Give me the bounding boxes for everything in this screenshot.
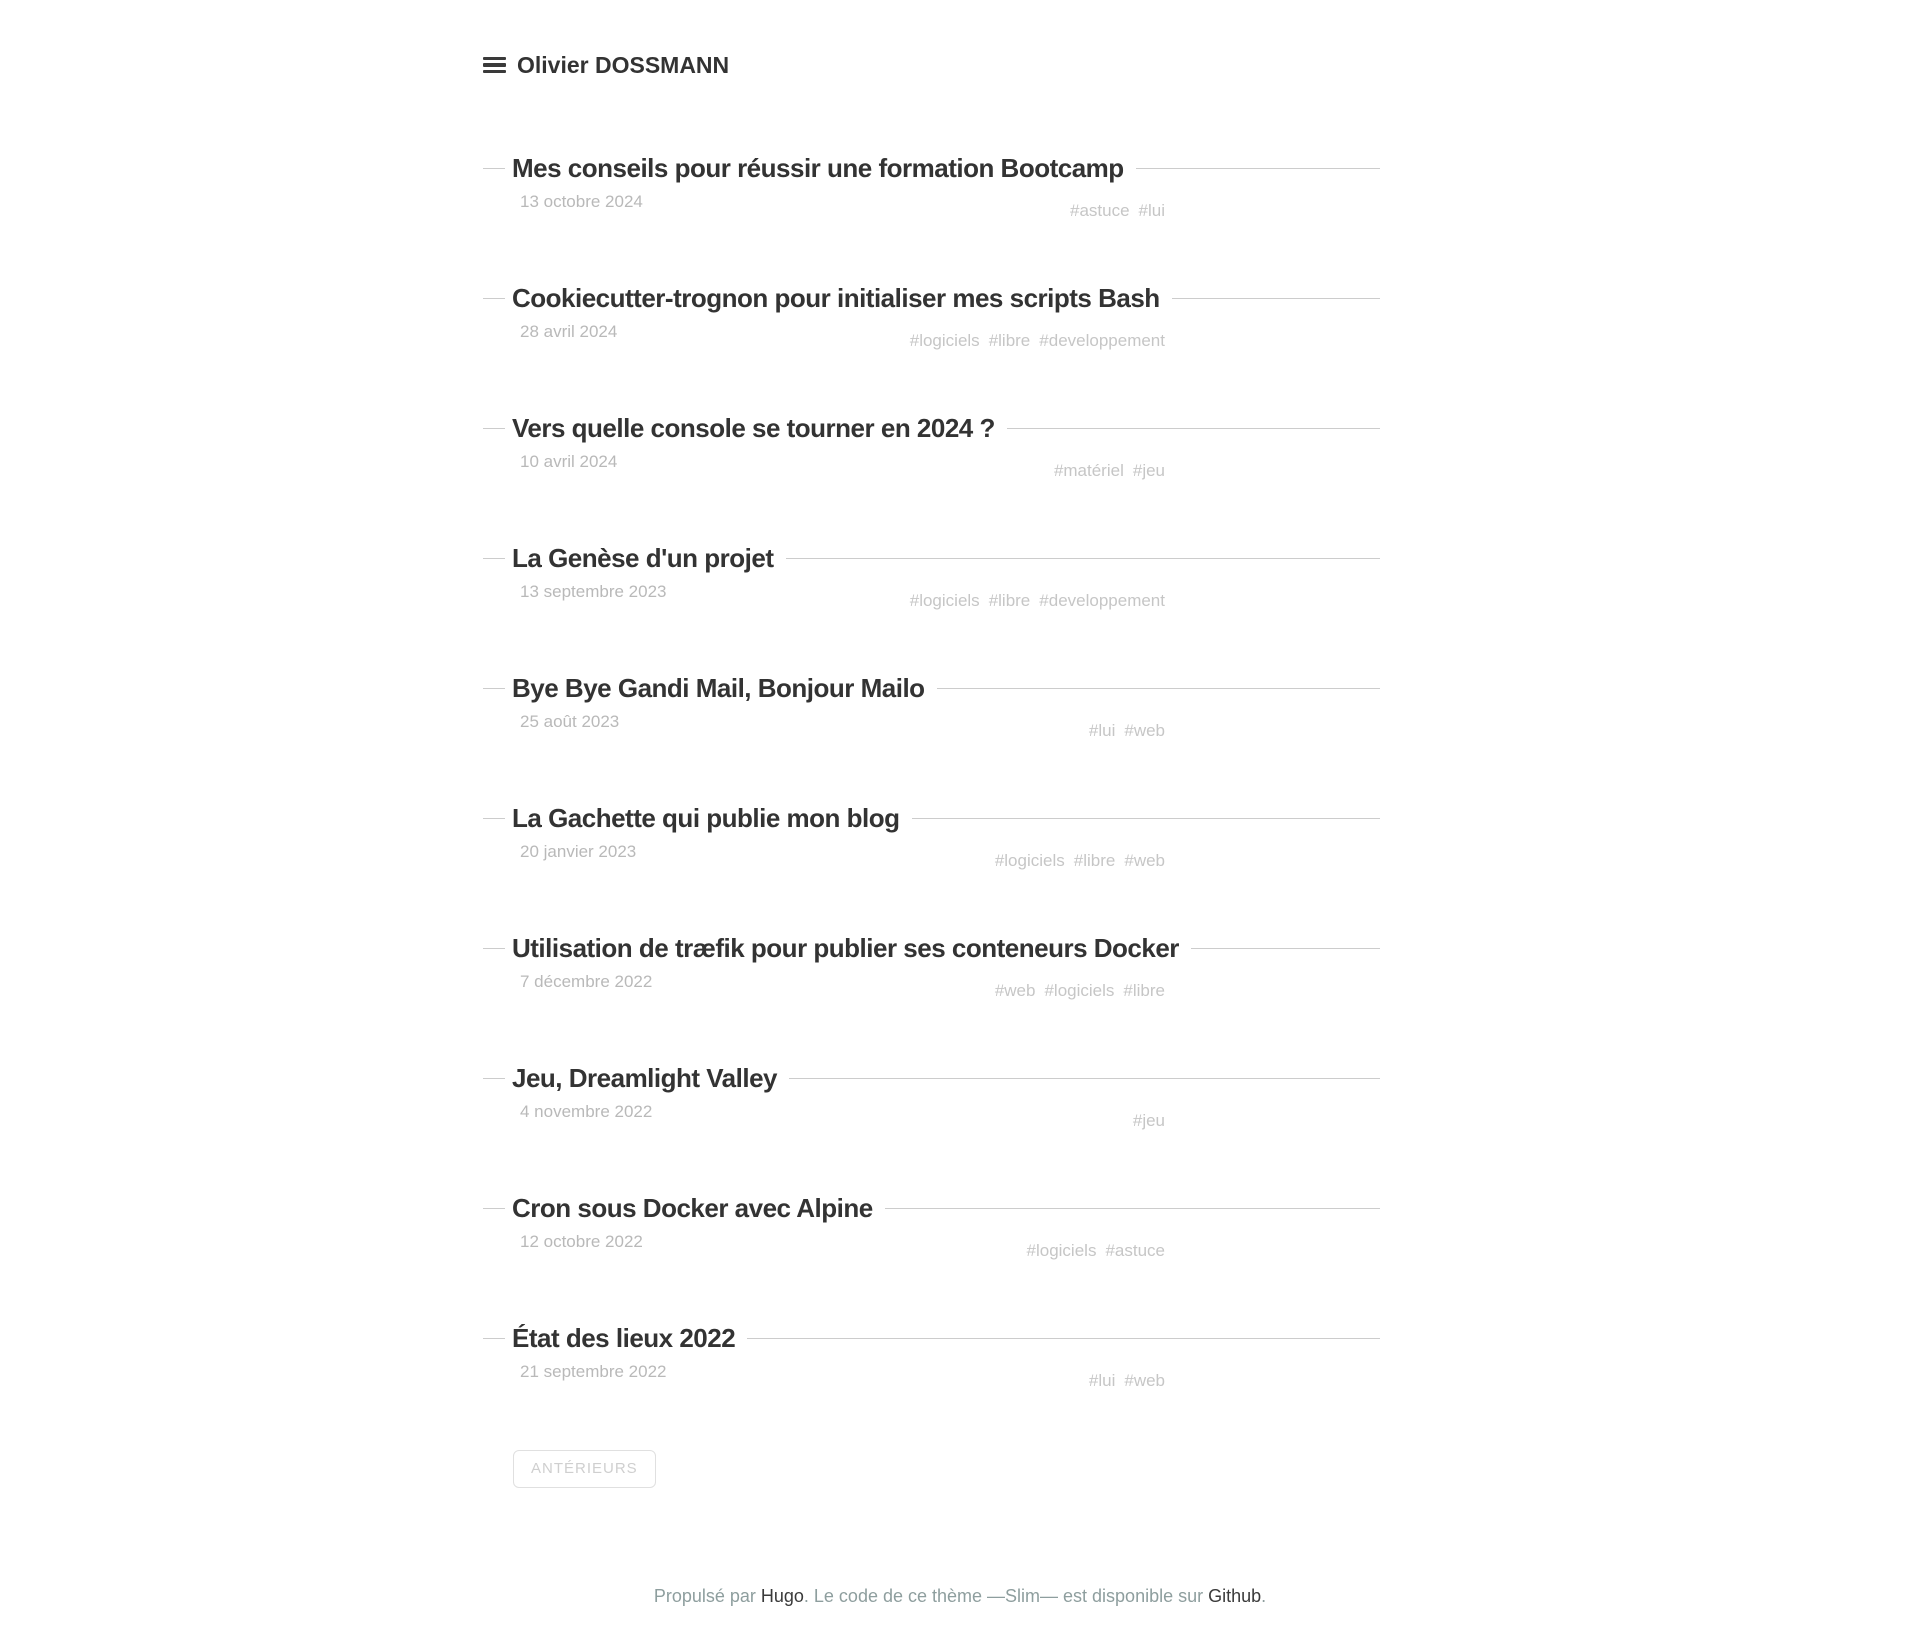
- post-tags: [995, 981, 1165, 1001]
- title-right-rule: [1172, 298, 1380, 299]
- post-title-link[interactable]: Utilisation de træfik pour publier ses conteneurs Docker: [512, 932, 1179, 963]
- title-left-dash: [483, 1078, 505, 1079]
- title-left-dash: [483, 1338, 505, 1339]
- post-tags: [910, 331, 1165, 351]
- hamburger-bar: [483, 57, 506, 60]
- tag-link[interactable]: #logiciels: [1044, 981, 1115, 1000]
- post-date: 4 novembre 2022: [520, 1102, 653, 1121]
- post-title-row: [483, 150, 1380, 186]
- post-title-link[interactable]: Cron sous Docker avec Alpine: [512, 1192, 873, 1223]
- tag-link[interactable]: #lui: [1138, 201, 1165, 220]
- post-item: [483, 930, 1380, 1000]
- post-item: [483, 1320, 1380, 1390]
- tag-link[interactable]: #matériel: [1053, 461, 1124, 480]
- post-date: 7 décembre 2022: [520, 972, 653, 991]
- title-right-rule: [1191, 948, 1380, 949]
- post-meta: [520, 842, 1165, 870]
- post-date: 25 août 2023: [520, 712, 620, 731]
- post-tags: [1054, 461, 1165, 481]
- post-item: [483, 1190, 1380, 1260]
- hamburger-bar: [483, 63, 506, 66]
- post-title-link[interactable]: État des lieux 2022: [512, 1322, 736, 1353]
- post-tags: [995, 851, 1165, 871]
- post-meta: [520, 972, 1165, 1000]
- title-right-rule: [885, 1208, 1380, 1209]
- post-tags: [1089, 721, 1165, 741]
- title-left-dash: [483, 298, 505, 299]
- tag-link[interactable]: #developpement: [1039, 331, 1165, 350]
- tag-link[interactable]: #astuce: [1069, 201, 1130, 220]
- post-title-row: [483, 280, 1380, 316]
- footer-theme-text: . Le code de ce thème —Slim— est disponible sur: [803, 1586, 1209, 1606]
- post-date: 20 janvier 2023: [520, 842, 637, 861]
- hamburger-bar: [483, 70, 506, 73]
- post-item: [483, 670, 1380, 740]
- title-left-dash: [483, 558, 505, 559]
- title-right-rule: [1007, 428, 1380, 429]
- tag-link[interactable]: #lui: [1088, 1371, 1116, 1390]
- title-left-dash: [483, 168, 505, 169]
- post-date: 12 octobre 2022: [520, 1232, 643, 1251]
- site-footer: [0, 1584, 1920, 1608]
- site-title[interactable]: Olivier DOSSMANN: [517, 52, 730, 78]
- title-left-dash: [483, 818, 505, 819]
- title-right-rule: [1136, 168, 1380, 169]
- post-item: [483, 410, 1380, 480]
- tag-link[interactable]: #lui: [1088, 721, 1116, 740]
- tag-link[interactable]: #jeu: [1132, 461, 1165, 480]
- hamburger-menu-icon[interactable]: [483, 57, 506, 74]
- post-item: [483, 540, 1380, 610]
- post-tags: [910, 591, 1165, 611]
- title-right-rule: [937, 688, 1380, 689]
- post-title-row: [483, 930, 1380, 966]
- title-left-dash: [483, 428, 505, 429]
- post-title-row: [483, 410, 1380, 446]
- post-title-row: [483, 1190, 1380, 1226]
- title-right-rule: [789, 1078, 1380, 1079]
- pagination: [513, 1450, 1380, 1488]
- tag-link[interactable]: #developpement: [1039, 591, 1165, 610]
- post-title-row: [483, 540, 1380, 576]
- title-right-rule: [786, 558, 1380, 559]
- footer-period-text: .: [1261, 1586, 1267, 1606]
- hugo-link[interactable]: Hugo: [760, 1586, 804, 1606]
- tag-link[interactable]: #libre: [988, 331, 1031, 350]
- post-title-link[interactable]: Jeu, Dreamlight Valley: [512, 1062, 778, 1093]
- post-title-link[interactable]: La Gachette qui publie mon blog: [512, 802, 900, 833]
- post-title-row: [483, 800, 1380, 836]
- tag-link[interactable]: #logiciels: [1026, 1241, 1097, 1260]
- post-title-link[interactable]: Bye Bye Gandi Mail, Bonjour Mailo: [512, 672, 925, 703]
- post-meta: [520, 452, 1165, 480]
- post-title-link[interactable]: Vers quelle console se tourner en 2024 ?: [512, 412, 995, 443]
- tag-link[interactable]: #astuce: [1105, 1241, 1165, 1260]
- tag-link[interactable]: #logiciels: [909, 591, 980, 610]
- content-column: [483, 0, 1380, 1488]
- tag-link[interactable]: #web: [1124, 851, 1165, 870]
- tag-link[interactable]: #logiciels: [994, 851, 1065, 870]
- tag-link[interactable]: #web: [994, 981, 1036, 1000]
- post-tags: [1133, 1111, 1165, 1131]
- post-list: [483, 150, 1380, 1390]
- title-right-rule: [747, 1338, 1380, 1339]
- title-left-dash: [483, 688, 505, 689]
- footer-powered-text: Propulsé par: [653, 1586, 761, 1606]
- post-date: 13 octobre 2024: [520, 192, 643, 211]
- tag-link[interactable]: #libre: [1123, 981, 1165, 1000]
- post-meta: [520, 192, 1165, 220]
- post-title-link[interactable]: Cookiecutter-trognon pour initialiser mes scripts Bash: [512, 282, 1160, 313]
- post-title-link[interactable]: Mes conseils pour réussir une formation Bootcamp: [512, 152, 1124, 183]
- post-item: [483, 800, 1380, 870]
- tag-link[interactable]: #jeu: [1132, 1111, 1165, 1130]
- post-title-link[interactable]: La Genèse d'un projet: [512, 542, 774, 573]
- post-meta: [520, 1102, 1165, 1130]
- post-meta: [520, 582, 1165, 610]
- post-date: 28 avril 2024: [520, 322, 618, 341]
- post-meta: [520, 322, 1165, 350]
- tag-link[interactable]: #libre: [1073, 851, 1116, 870]
- post-title-row: [483, 670, 1380, 706]
- post-title-row: [483, 1060, 1380, 1096]
- post-tags: [1027, 1241, 1165, 1261]
- title-left-dash: [483, 948, 505, 949]
- post-meta: [520, 1362, 1165, 1390]
- post-date: 21 septembre 2022: [520, 1362, 667, 1381]
- post-tags: [1089, 1371, 1165, 1391]
- post-item: [483, 1060, 1380, 1130]
- post-item: [483, 280, 1380, 350]
- tag-link[interactable]: #web: [1124, 1371, 1165, 1390]
- post-title-row: [483, 1320, 1380, 1356]
- title-right-rule: [912, 818, 1380, 819]
- post-date: 10 avril 2024: [520, 452, 618, 471]
- tag-link[interactable]: #web: [1124, 721, 1165, 740]
- post-date: 13 septembre 2023: [520, 582, 667, 601]
- post-meta: [520, 1232, 1165, 1260]
- post-tags: [1070, 201, 1165, 221]
- tag-link[interactable]: #libre: [988, 591, 1031, 610]
- site-header: [483, 50, 1380, 80]
- title-left-dash: [483, 1208, 505, 1209]
- github-link[interactable]: Github: [1208, 1586, 1262, 1606]
- tag-link[interactable]: #logiciels: [909, 331, 980, 350]
- older-posts-button[interactable]: ANTÉRIEURS: [513, 1450, 656, 1488]
- post-meta: [520, 712, 1165, 740]
- post-item: [483, 150, 1380, 220]
